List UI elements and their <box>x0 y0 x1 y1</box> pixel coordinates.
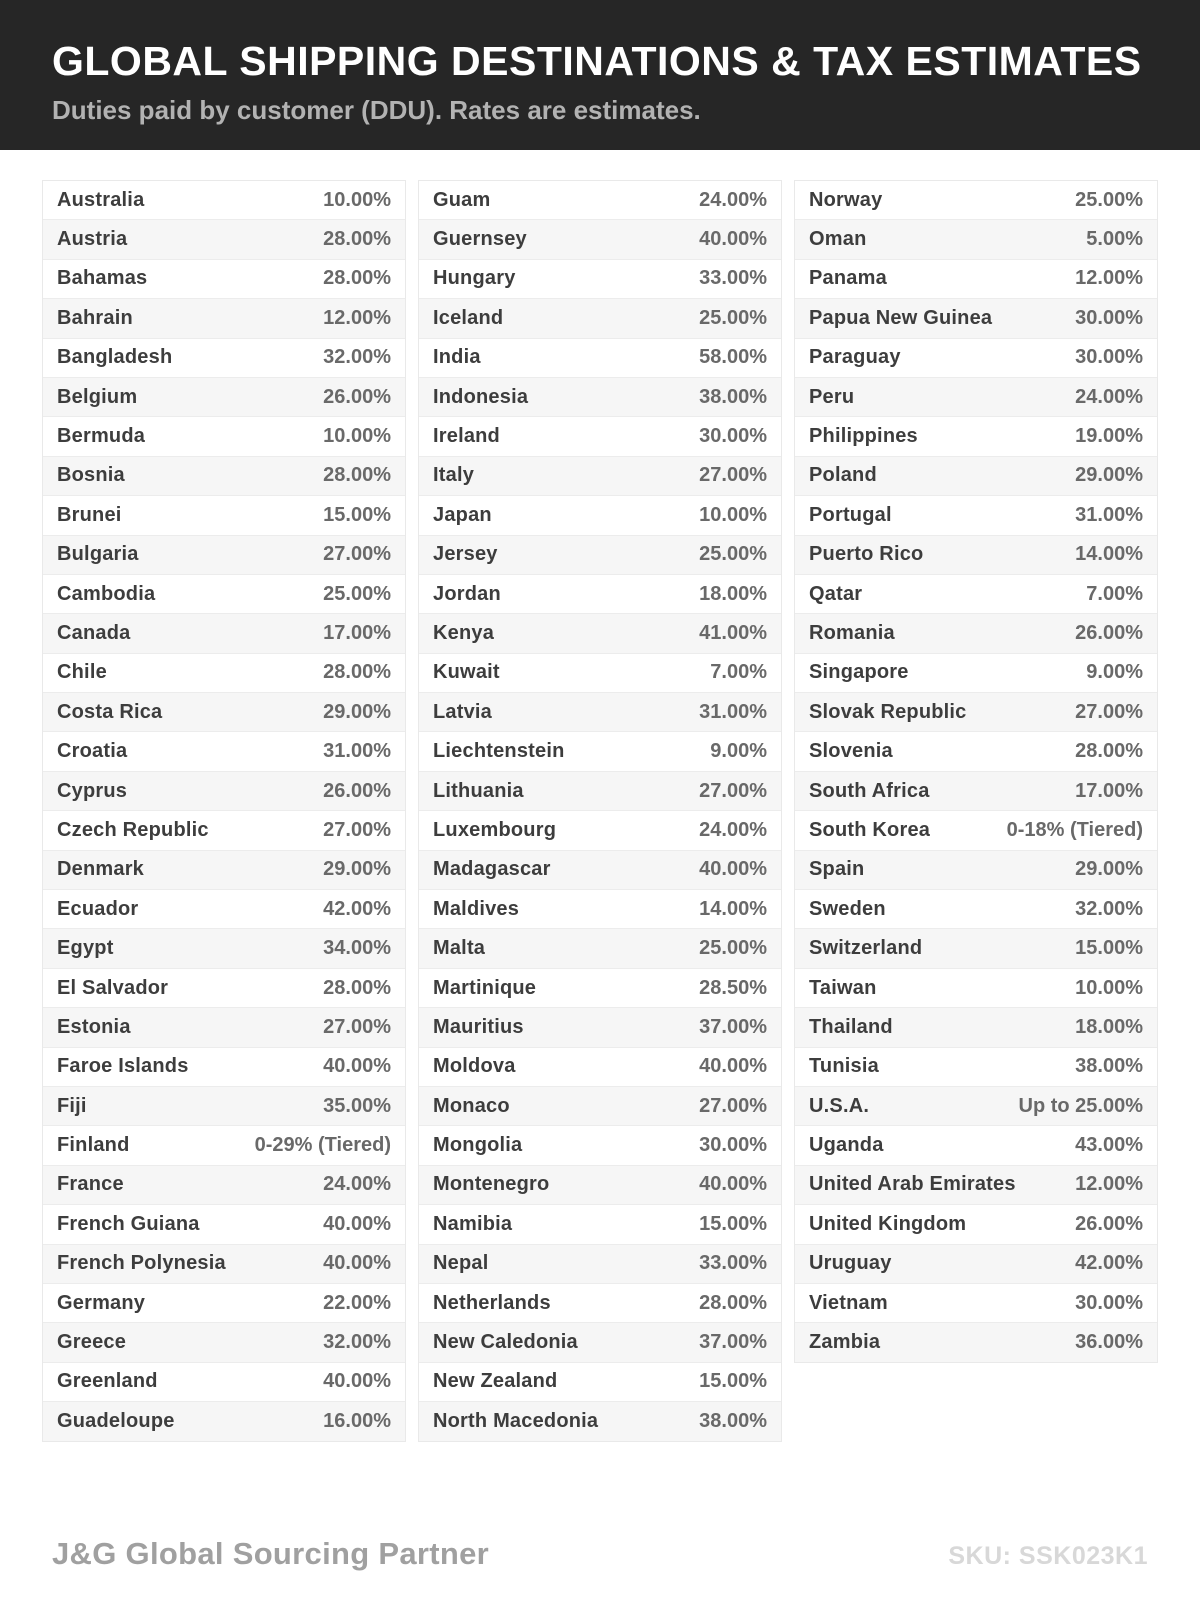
country-name: Bahamas <box>57 267 148 290</box>
table-row <box>795 496 1157 535</box>
tax-rate: 40.00% <box>323 1252 391 1275</box>
country-name: Poland <box>809 464 877 487</box>
tax-rate: 24.00% <box>699 188 767 211</box>
table-row <box>43 811 405 850</box>
table-row <box>795 417 1157 456</box>
country-name: Madagascar <box>433 858 551 881</box>
table-row <box>795 929 1157 968</box>
country-name: Czech Republic <box>57 818 209 841</box>
country-name: Liechtenstein <box>433 740 565 763</box>
tax-rate: 10.00% <box>699 503 767 526</box>
tax-rate: 31.00% <box>1075 503 1143 526</box>
tax-rate: 15.00% <box>699 1370 767 1393</box>
country-name: Luxembourg <box>433 818 557 841</box>
rate-column-1 <box>42 180 406 1442</box>
table-row <box>43 969 405 1008</box>
country-name: Romania <box>809 621 895 644</box>
table-row <box>43 929 405 968</box>
tax-rate: 32.00% <box>323 1331 391 1354</box>
tax-rate: 31.00% <box>323 740 391 763</box>
country-name: Canada <box>57 621 131 644</box>
tax-rate: 32.00% <box>323 346 391 369</box>
country-name: Denmark <box>57 858 144 881</box>
header-banner <box>0 0 1200 150</box>
tax-rate: 28.00% <box>1075 740 1143 763</box>
country-name: United Arab Emirates <box>809 1173 1016 1196</box>
country-name: Bahrain <box>57 306 133 329</box>
rates-table <box>0 150 1200 1442</box>
country-name: Faroe Islands <box>57 1055 189 1078</box>
tax-rate: 17.00% <box>323 621 391 644</box>
table-row <box>795 969 1157 1008</box>
table-row <box>795 575 1157 614</box>
tax-rate: 29.00% <box>323 858 391 881</box>
table-row <box>419 772 781 811</box>
country-name: Namibia <box>433 1212 513 1235</box>
table-row <box>419 1363 781 1402</box>
table-row <box>419 575 781 614</box>
country-name: Kenya <box>433 621 495 644</box>
tax-rate: 18.00% <box>1075 1015 1143 1038</box>
country-name: Maldives <box>433 897 520 920</box>
table-row <box>43 1087 405 1126</box>
tax-rate: 30.00% <box>699 425 767 448</box>
table-row <box>43 181 405 220</box>
table-row <box>795 1126 1157 1165</box>
table-row <box>43 1166 405 1205</box>
tax-rate: 40.00% <box>323 1055 391 1078</box>
tax-rate: 38.00% <box>699 1409 767 1432</box>
table-row <box>419 299 781 338</box>
brand-name: J&G Global Sourcing Partner <box>52 1536 490 1571</box>
tax-rate: 10.00% <box>323 188 391 211</box>
country-name: Monaco <box>433 1094 510 1117</box>
tax-rate: 41.00% <box>699 621 767 644</box>
table-row <box>43 457 405 496</box>
tax-rate: 27.00% <box>699 779 767 802</box>
table-row <box>795 732 1157 771</box>
table-row <box>419 1284 781 1323</box>
country-name: Portugal <box>809 503 892 526</box>
country-name: Jersey <box>433 543 498 566</box>
tax-rate: 40.00% <box>323 1212 391 1235</box>
table-row <box>419 1323 781 1362</box>
table-row <box>419 811 781 850</box>
table-row <box>419 339 781 378</box>
table-row <box>795 220 1157 259</box>
country-name: Italy <box>433 464 475 487</box>
tax-rate: 28.50% <box>699 976 767 999</box>
tax-rate: 7.00% <box>710 661 767 684</box>
country-name: Guernsey <box>433 228 527 251</box>
tax-rate: 29.00% <box>1075 858 1143 881</box>
tax-rate: 38.00% <box>1075 1055 1143 1078</box>
country-name: Vietnam <box>809 1291 888 1314</box>
footer <box>0 1536 1200 1572</box>
tax-rate: 19.00% <box>1075 425 1143 448</box>
table-row <box>419 1048 781 1087</box>
tax-rate: 26.00% <box>1075 1212 1143 1235</box>
table-row <box>43 1205 405 1244</box>
table-row <box>43 417 405 456</box>
table-row <box>43 890 405 929</box>
country-name: Egypt <box>57 937 114 960</box>
table-row <box>795 772 1157 811</box>
country-name: Greenland <box>57 1370 158 1393</box>
tax-rate: 10.00% <box>1075 976 1143 999</box>
country-name: Slovak Republic <box>809 700 967 723</box>
country-name: Montenegro <box>433 1173 550 1196</box>
tax-rate: 30.00% <box>1075 306 1143 329</box>
country-name: Mauritius <box>433 1015 524 1038</box>
sku-label: SKU: SSK023K1 <box>948 1542 1148 1570</box>
table-row <box>419 890 781 929</box>
tax-rate: 58.00% <box>699 346 767 369</box>
table-row <box>43 732 405 771</box>
table-row <box>419 1166 781 1205</box>
table-row <box>43 378 405 417</box>
tax-rate: 15.00% <box>323 503 391 526</box>
table-row <box>419 1245 781 1284</box>
table-row <box>795 1245 1157 1284</box>
country-name: Malta <box>433 937 486 960</box>
tax-rate: 25.00% <box>699 937 767 960</box>
tax-rate: 36.00% <box>1075 1331 1143 1354</box>
tax-rate: 32.00% <box>1075 897 1143 920</box>
tax-rate: 7.00% <box>1086 582 1143 605</box>
country-name: French Guiana <box>57 1212 200 1235</box>
country-name: Philippines <box>809 425 918 448</box>
table-row <box>795 1008 1157 1047</box>
country-name: Paraguay <box>809 346 901 369</box>
country-name: Taiwan <box>809 976 877 999</box>
country-name: Croatia <box>57 740 128 763</box>
tax-rate: Up to 25.00% <box>1018 1094 1143 1117</box>
tax-rate: 37.00% <box>699 1331 767 1354</box>
table-row <box>419 654 781 693</box>
country-name: Moldova <box>433 1055 516 1078</box>
tax-rate: 40.00% <box>699 1055 767 1078</box>
table-row <box>795 378 1157 417</box>
table-row <box>419 220 781 259</box>
country-name: Peru <box>809 385 855 408</box>
country-name: Nepal <box>433 1252 489 1275</box>
tax-rate: 14.00% <box>699 897 767 920</box>
table-row <box>43 260 405 299</box>
tax-rate: 18.00% <box>699 582 767 605</box>
table-row <box>795 811 1157 850</box>
country-name: Sweden <box>809 897 886 920</box>
table-row <box>795 851 1157 890</box>
tax-rate: 12.00% <box>1075 1173 1143 1196</box>
tax-rate: 9.00% <box>710 740 767 763</box>
table-row <box>43 299 405 338</box>
tax-rate: 33.00% <box>699 267 767 290</box>
table-row <box>795 457 1157 496</box>
tax-rate: 28.00% <box>323 661 391 684</box>
tax-rate: 16.00% <box>323 1409 391 1432</box>
tax-rate: 30.00% <box>1075 346 1143 369</box>
country-name: Ireland <box>433 425 500 448</box>
table-row <box>43 1284 405 1323</box>
tax-rate: 17.00% <box>1075 779 1143 802</box>
country-name: Costa Rica <box>57 700 163 723</box>
page-title: GLOBAL SHIPPING DESTINATIONS & TAX ESTIMATES <box>52 38 1142 84</box>
table-row <box>795 1323 1157 1361</box>
country-name: Norway <box>809 188 883 211</box>
tax-rate: 12.00% <box>323 306 391 329</box>
country-name: Panama <box>809 267 887 290</box>
table-row <box>43 496 405 535</box>
table-row <box>419 693 781 732</box>
tax-rate: 24.00% <box>323 1173 391 1196</box>
tax-rate: 27.00% <box>699 464 767 487</box>
tax-rate: 26.00% <box>323 779 391 802</box>
country-name: Hungary <box>433 267 516 290</box>
table-row <box>419 969 781 1008</box>
table-row <box>419 496 781 535</box>
country-name: Kuwait <box>433 661 500 684</box>
table-row <box>795 693 1157 732</box>
tax-rate: 22.00% <box>323 1291 391 1314</box>
country-name: Brunei <box>57 503 122 526</box>
table-row <box>795 614 1157 653</box>
table-row <box>419 1205 781 1244</box>
country-name: Belgium <box>57 385 138 408</box>
country-name: New Caledonia <box>433 1331 578 1354</box>
table-row <box>419 181 781 220</box>
country-name: Zambia <box>809 1331 881 1354</box>
country-name: Cyprus <box>57 779 128 802</box>
table-row <box>43 772 405 811</box>
table-row <box>43 614 405 653</box>
tax-rate: 24.00% <box>1075 385 1143 408</box>
table-row <box>795 1205 1157 1244</box>
country-name: Iceland <box>433 306 504 329</box>
table-row <box>419 1087 781 1126</box>
country-name: Austria <box>57 228 128 251</box>
tax-rate: 28.00% <box>699 1291 767 1314</box>
tax-rate: 28.00% <box>323 976 391 999</box>
tax-rate: 0-18% (Tiered) <box>1006 818 1143 841</box>
country-name: Finland <box>57 1134 130 1157</box>
country-name: Australia <box>57 188 145 211</box>
country-name: Greece <box>57 1331 127 1354</box>
tax-rate: 40.00% <box>699 228 767 251</box>
tax-rate: 14.00% <box>1075 543 1143 566</box>
country-name: Bermuda <box>57 425 146 448</box>
table-row <box>795 654 1157 693</box>
country-name: Switzerland <box>809 937 923 960</box>
tax-rate: 40.00% <box>323 1370 391 1393</box>
table-row <box>795 1284 1157 1323</box>
country-name: Singapore <box>809 661 909 684</box>
tax-rate: 28.00% <box>323 267 391 290</box>
tax-rate: 33.00% <box>699 1252 767 1275</box>
table-row <box>795 1087 1157 1126</box>
table-row <box>419 417 781 456</box>
tax-rate: 26.00% <box>323 385 391 408</box>
table-row <box>795 1048 1157 1087</box>
rate-column-2 <box>418 180 782 1442</box>
country-name: U.S.A. <box>809 1094 870 1117</box>
table-row <box>419 851 781 890</box>
tax-rate: 37.00% <box>699 1015 767 1038</box>
table-row <box>795 181 1157 220</box>
table-row <box>795 536 1157 575</box>
table-row <box>43 1245 405 1284</box>
tax-rate: 24.00% <box>699 818 767 841</box>
tax-rate: 40.00% <box>699 858 767 881</box>
tax-rate: 15.00% <box>1075 937 1143 960</box>
tax-rate: 30.00% <box>699 1134 767 1157</box>
country-name: Ecuador <box>57 897 139 920</box>
table-row <box>419 929 781 968</box>
table-row <box>795 299 1157 338</box>
country-name: Martinique <box>433 976 537 999</box>
tax-rate: 10.00% <box>323 425 391 448</box>
tax-rate: 9.00% <box>1086 661 1143 684</box>
tax-rate: 28.00% <box>323 464 391 487</box>
country-name: Spain <box>809 858 865 881</box>
country-name: Guadeloupe <box>57 1409 175 1432</box>
country-name: India <box>433 346 481 369</box>
tax-rate: 43.00% <box>1075 1134 1143 1157</box>
tax-rate: 28.00% <box>323 228 391 251</box>
country-name: Bosnia <box>57 464 125 487</box>
tax-rate: 27.00% <box>699 1094 767 1117</box>
country-name: Tunisia <box>809 1055 879 1078</box>
table-row <box>419 1126 781 1165</box>
table-row <box>795 1166 1157 1205</box>
country-name: Jordan <box>433 582 501 605</box>
table-row <box>419 1008 781 1047</box>
tax-rate: 40.00% <box>699 1173 767 1196</box>
country-name: Netherlands <box>433 1291 551 1314</box>
table-row <box>419 536 781 575</box>
country-name: Mongolia <box>433 1134 523 1157</box>
tax-rate: 26.00% <box>1075 621 1143 644</box>
tax-rate: 29.00% <box>1075 464 1143 487</box>
tax-rate: 30.00% <box>1075 1291 1143 1314</box>
country-name: Puerto Rico <box>809 543 924 566</box>
table-row <box>43 1126 405 1165</box>
table-row <box>419 260 781 299</box>
country-name: Thailand <box>809 1015 893 1038</box>
table-row <box>419 614 781 653</box>
tax-rate: 0-29% (Tiered) <box>254 1134 391 1157</box>
country-name: Papua New Guinea <box>809 306 993 329</box>
tax-rate: 27.00% <box>1075 700 1143 723</box>
table-row <box>43 536 405 575</box>
country-name: South Korea <box>809 818 931 841</box>
page-subtitle: Duties paid by customer (DDU). Rates are estimates. <box>52 95 701 126</box>
country-name: Slovenia <box>809 740 893 763</box>
country-name: Oman <box>809 228 867 251</box>
tax-rate: 38.00% <box>699 385 767 408</box>
country-name: Fiji <box>57 1094 87 1117</box>
tax-rate: 34.00% <box>323 937 391 960</box>
country-name: Bangladesh <box>57 346 173 369</box>
country-name: Qatar <box>809 582 863 605</box>
tax-rate: 25.00% <box>323 582 391 605</box>
country-name: El Salvador <box>57 976 169 999</box>
tax-rate: 5.00% <box>1086 228 1143 251</box>
table-row <box>419 1402 781 1440</box>
table-row <box>419 378 781 417</box>
country-name: Uganda <box>809 1134 884 1157</box>
rate-column-3 <box>794 180 1158 1363</box>
table-row <box>43 339 405 378</box>
country-name: North Macedonia <box>433 1409 599 1432</box>
tax-rate: 42.00% <box>1075 1252 1143 1275</box>
tax-rate: 27.00% <box>323 543 391 566</box>
table-row <box>43 220 405 259</box>
country-name: Indonesia <box>433 385 529 408</box>
tax-rate: 27.00% <box>323 818 391 841</box>
table-row <box>43 654 405 693</box>
tax-rate: 12.00% <box>1075 267 1143 290</box>
country-name: Estonia <box>57 1015 131 1038</box>
country-name: Bulgaria <box>57 543 139 566</box>
country-name: Lithuania <box>433 779 524 802</box>
country-name: French Polynesia <box>57 1252 226 1275</box>
country-name: Latvia <box>433 700 493 723</box>
table-row <box>43 1323 405 1362</box>
country-name: Cambodia <box>57 582 156 605</box>
table-row <box>419 457 781 496</box>
table-row <box>43 1363 405 1402</box>
country-name: United Kingdom <box>809 1212 967 1235</box>
country-name: France <box>57 1173 124 1196</box>
country-name: South Africa <box>809 779 930 802</box>
country-name: Chile <box>57 661 107 684</box>
tax-rate: 25.00% <box>1075 188 1143 211</box>
country-name: Guam <box>433 188 491 211</box>
tax-rate: 35.00% <box>323 1094 391 1117</box>
tax-rate: 15.00% <box>699 1212 767 1235</box>
tax-rate: 31.00% <box>699 700 767 723</box>
country-name: New Zealand <box>433 1370 558 1393</box>
tax-rate: 25.00% <box>699 543 767 566</box>
table-row <box>419 732 781 771</box>
tax-rate: 25.00% <box>699 306 767 329</box>
table-row <box>43 693 405 732</box>
table-row <box>795 339 1157 378</box>
country-name: Japan <box>433 503 492 526</box>
table-row <box>43 1008 405 1047</box>
country-name: Germany <box>57 1291 146 1314</box>
table-row <box>43 851 405 890</box>
table-row <box>795 260 1157 299</box>
tax-rate: 29.00% <box>323 700 391 723</box>
table-row <box>43 575 405 614</box>
table-row <box>795 890 1157 929</box>
table-row <box>43 1048 405 1087</box>
tax-rate: 27.00% <box>323 1015 391 1038</box>
country-name: Uruguay <box>809 1252 892 1275</box>
table-row <box>43 1402 405 1440</box>
tax-rate: 42.00% <box>323 897 391 920</box>
